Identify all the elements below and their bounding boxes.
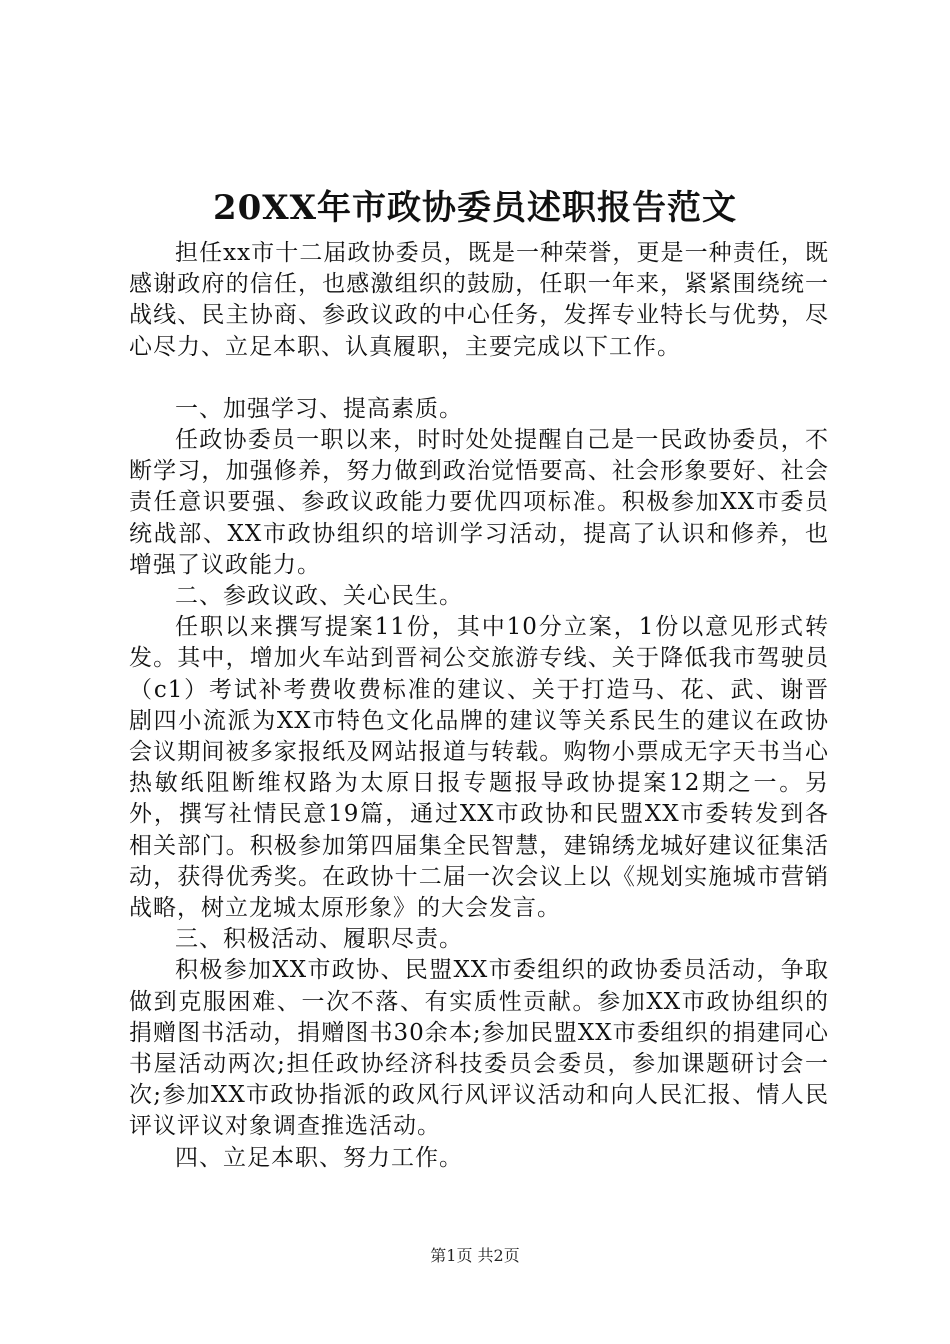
page-number-footer: 第1页 共2页 bbox=[430, 1246, 520, 1265]
paragraph-spacer bbox=[129, 363, 829, 394]
section-body-3: 积极参加XX市政协、民盟XX市委组织的政协委员活动，争取做到克服困难、一次不落、有实质性贡献。参加XX市政协组织的捐赠图书活动，捐赠图书30余本;参加民盟XX市委组织的捐建同心书屋活动两次;担任政协经济科技委员会委员，参加课题研讨会一次;参加XX市政协指派的政风行风评议活动和向人民汇报、情人民评议评议对象调查推选活动。 bbox=[129, 957, 829, 1140]
section-heading-3: 三、积极活动、履职尽责。 bbox=[175, 926, 463, 953]
document-title: 20XX年市政协委员述职报告范文 bbox=[212, 188, 738, 228]
document-body bbox=[129, 238, 829, 1174]
section-heading-4: 四、立足本职、努力工作。 bbox=[175, 1144, 463, 1171]
intro-paragraph: 担任xx市十二届政协委员，既是一种荣誉，更是一种责任，既感谢政府的信任，也感激组织的鼓励，任职一年来，紧紧围绕统一战线、民主协商、参政议政的中心任务，发挥专业特长与优势，尽心尽力、立足本职、认真履职，主要完成以下工作。 bbox=[129, 240, 829, 360]
section-body-1: 任政协委员一职以来，时时处处提醒自己是一民政协委员，不断学习，加强修养，努力做到政治觉悟要高、社会形象要好、社会责任意识要强、参政议政能力要优四项标准。积极参加XX市委员统战部、XX市政协组织的培训学习活动，提高了认识和修养，也增强了议政能力。 bbox=[129, 427, 829, 578]
section-body-2: 任职以来撰写提案11份，其中10分立案，1份以意见形式转发。其中，增加火车站到晋祠公交旅游专线、关于降低我市驾驶员（c1）考试补考费收费标准的建议、关于打造马、花、武、谢晋剧四小流派为XX市特色文化品牌的建议等关系民生的建议在政协会议期间被多家报纸及网站报道与转载。购物小票成无字天书当心热敏纸阻断维权路为太原日报专题报导政协提案12期之一。另外，撰写社情民意19篇，通过XX市政协和民盟XX市委转发到各相关部门。积极参加第四届集全民智慧，建锦绣龙城好建议征集活动，获得优秀奖。在政协十二届一次会议上以《规划实施城市营销战略，树立龙城太原形象》的大会发言。 bbox=[129, 614, 829, 922]
section-heading-1: 一、加强学习、提高素质。 bbox=[175, 395, 463, 422]
section-heading-2: 二、参政议政、关心民生。 bbox=[175, 583, 463, 610]
